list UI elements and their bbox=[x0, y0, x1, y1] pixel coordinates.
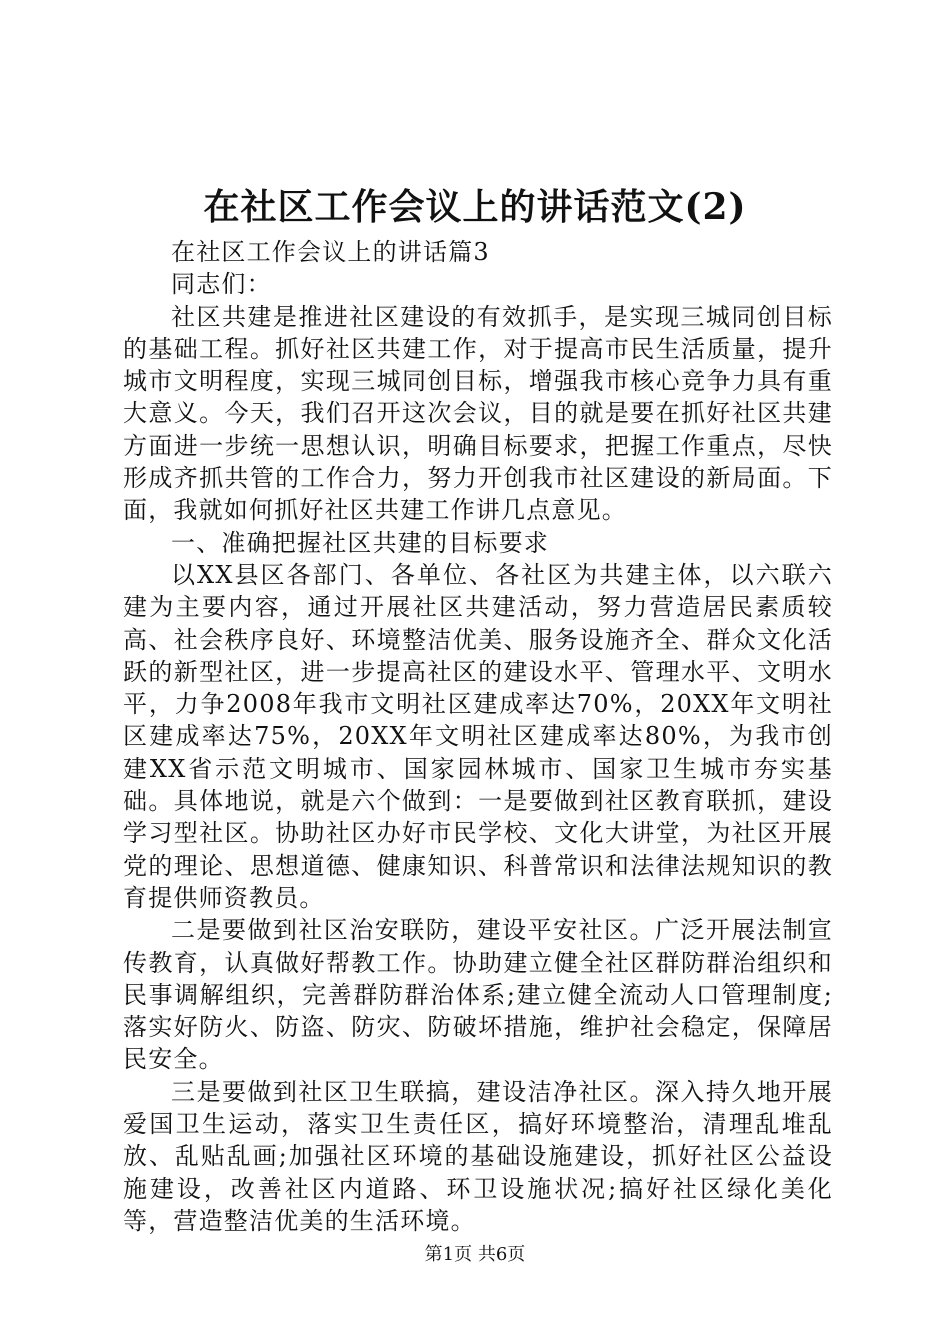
section-heading: 一、准确把握社区共建的目标要求 bbox=[171, 528, 549, 557]
paragraph-intro: 社区共建是推进社区建设的有效抓手，是实现三城同创目标的基础工程。抓好社区共建工作，对于提高市民生活质量，提升城市文明程度，实现三城同创目标，增强我市核心竞争力具有重大意义。今天，我们召开这次会议，目的就是要在抓好社区共建方面进一步统一思想认识，明确目标要求，把握工作重点，尽快形成齐抓共管的工作合力，努力开创我市社区建设的新局面。下面，我就如何抓好社区共建工作讲几点意见。 bbox=[123, 302, 833, 525]
document-body bbox=[123, 236, 833, 1237]
paragraph-sanitation: 三是要做到社区卫生联搞，建设洁净社区。深入持久地开展爱国卫生运动，落实卫生责任区，搞好环境整治，清理乱堆乱放、乱贴乱画;加强社区环境的基础设施建设，抓好社区公益设施建设，改善社区内道路、环卫设施状况;搞好社区绿化美化等，营造整洁优美的生活环境。 bbox=[123, 1077, 833, 1235]
paragraph-goals: 以XX县区各部门、各单位、各社区为共建主体，以六联六建为主要内容，通过开展社区共建活动，努力营造居民素质较高、社会秩序良好、环境整洁优美、服务设施齐全、群众文化活跃的新型社区，进一步提高社区的建设水平、管理水平、文明水平，力争2008年我市文明社区建成率达70%，20XX年文明社区建成率达75%，20XX年文明社区建成率达80%，为我市创建XX省示范文明城市、国家园林城市、国家卫生城市夯实基础。具体地说，就是六个做到：一是要做到社区教育联抓，建设学习型社区。协助社区办好市民学校、文化大讲堂，为社区开展党的理论、思想道德、健康知识、科普常识和法律法规知识的教育提供师资教员。 bbox=[123, 560, 833, 912]
subtitle: 在社区工作会议上的讲话篇3 bbox=[171, 238, 490, 266]
page-indicator: 第1页 共6页 bbox=[424, 1244, 526, 1265]
document-title: 在社区工作会议上的讲话范文(2) bbox=[203, 186, 747, 228]
salutation: 同志们： bbox=[171, 270, 272, 299]
paragraph-security: 二是要做到社区治安联防，建设平安社区。广泛开展法制宣传教育，认真做好帮教工作。协助建立健全社区群防群治组织和民事调解组织，完善群防群治体系;建立健全流动人口管理制度;落实好防火、防盗、防灾、防破坏措施，维护社会稳定，保障居民安全。 bbox=[123, 916, 833, 1074]
